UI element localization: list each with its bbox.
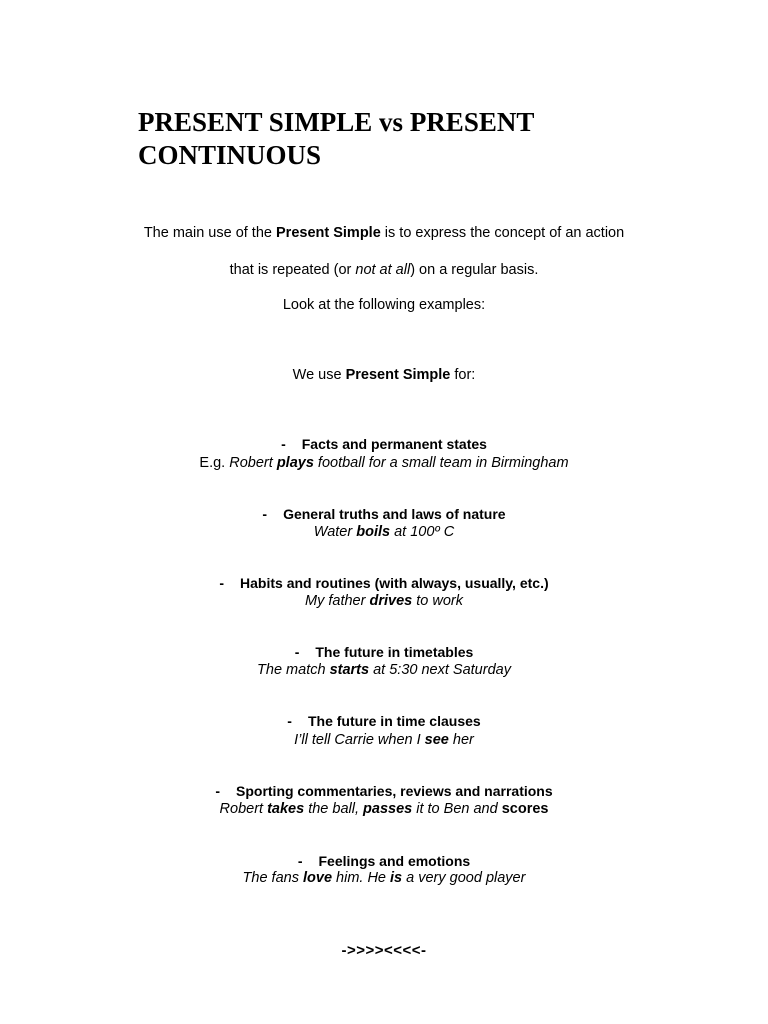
intro-term-present-simple: Present Simple (276, 225, 381, 241)
example-text: at 100º C (390, 524, 455, 540)
bullet-dash: - (219, 575, 225, 591)
use-heading-text: Feelings and emotions (318, 853, 471, 869)
example-verb: takes (267, 801, 305, 817)
use-heading-text: The future in timetables (315, 644, 474, 660)
example-timetables (0, 661, 768, 679)
example-text: Water (313, 524, 357, 540)
intro-emphasis: not at all (355, 262, 411, 278)
bullet-dash: - (281, 436, 286, 452)
use-heading-text: Habits and routines (with always, usually, etc.) (240, 575, 549, 591)
example-text: a very good player (402, 870, 526, 886)
example-verb: love (303, 870, 333, 886)
example-text: at 5:30 next Saturday (369, 662, 511, 678)
example-text: Robert (219, 801, 268, 817)
example-verb: drives (369, 593, 413, 609)
example-verb: starts (329, 662, 370, 678)
example-text: My father (305, 593, 370, 609)
example-text: it to Ben and (412, 801, 502, 817)
example-text: to work (412, 593, 463, 609)
bullet-dash: - (294, 644, 300, 660)
example-text: Robert (229, 455, 277, 471)
use-heading-timetables (0, 643, 768, 661)
intro-text: is to express the concept of an action (380, 225, 625, 241)
page-title-line-2: CONTINUOUS (138, 140, 322, 170)
uses-intro-text: for: (450, 367, 476, 383)
use-heading-commentaries (0, 782, 768, 800)
example-verb: see (424, 732, 449, 748)
example-commentaries (0, 800, 768, 818)
use-heading-text: General truths and laws of nature (283, 506, 506, 522)
example-prefix: E.g. (199, 455, 230, 471)
intro-text: The main use of the (143, 225, 276, 241)
section-divider-ornament: ->>>><<<<- (341, 942, 427, 959)
intro-text: that is repeated (or (229, 262, 356, 278)
use-heading-habits (0, 574, 768, 592)
use-heading-feelings (0, 852, 768, 870)
example-verb: passes (363, 801, 413, 817)
uses-intro (0, 366, 768, 384)
example-facts (0, 454, 768, 472)
example-habits (0, 592, 768, 610)
intro-paragraph-line-3: Look at the following examples: (282, 297, 486, 313)
intro-text: ) on a regular basis. (410, 262, 539, 278)
example-feelings (0, 869, 768, 887)
example-text: I’ll tell Carrie when I (294, 732, 425, 748)
page-title (138, 106, 698, 172)
example-verb: plays (276, 455, 314, 471)
bullet-dash: - (297, 853, 303, 869)
use-heading-general-truths (0, 505, 768, 523)
bullet-dash: - (287, 713, 292, 729)
example-verb: scores (501, 801, 549, 817)
uses-intro-text: We use (292, 367, 346, 383)
bullet-dash: - (262, 506, 268, 522)
use-heading-time-clauses (0, 712, 768, 730)
example-text: The fans (242, 870, 303, 886)
use-heading-text: Facts and permanent states (301, 436, 487, 452)
example-text: her (448, 732, 474, 748)
example-text: him. He (332, 870, 391, 886)
example-general-truths (0, 523, 768, 541)
uses-intro-term: Present Simple (345, 367, 451, 383)
example-text: The match (257, 662, 330, 678)
intro-paragraph-line-1 (0, 224, 768, 242)
intro-paragraph-line-2 (0, 261, 768, 279)
use-heading-text: The future in time clauses (307, 713, 481, 729)
use-heading-facts (0, 435, 768, 453)
use-heading-text: Sporting commentaries, reviews and narrations (236, 783, 553, 799)
example-time-clauses (0, 731, 768, 749)
example-verb: is (390, 870, 403, 886)
example-verb: boils (356, 524, 391, 540)
example-text: football for a small team in Birmingham (313, 455, 569, 471)
bullet-dash: - (215, 783, 220, 799)
page-title-line-1: PRESENT SIMPLE vs PRESENT (138, 107, 535, 137)
example-text: the ball, (304, 801, 364, 817)
